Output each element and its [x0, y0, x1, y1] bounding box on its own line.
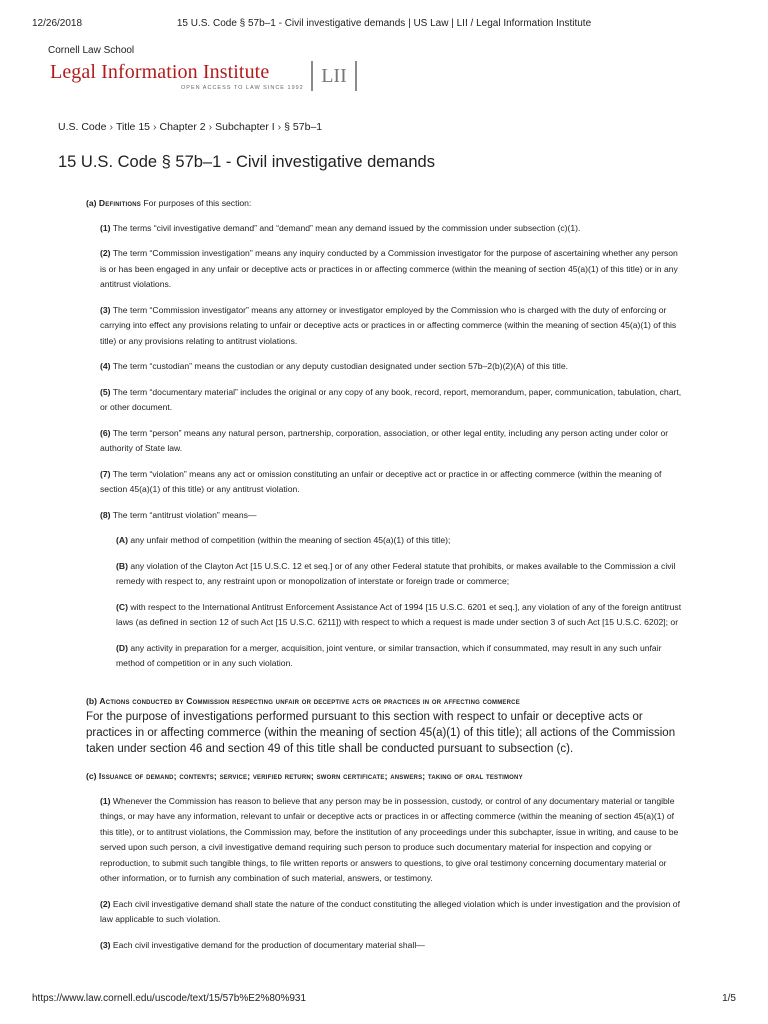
breadcrumb-section[interactable]: § 57b–1	[284, 121, 323, 133]
paragraph-num: (1)	[100, 222, 111, 233]
section-b-text: For the purpose of investigations performed pursuant to this section with respect to unfair or deceptive acts or practices in or affecting commerce (within the meaning of section 45(a)(1) of this title); all actions of the Commission taken under section 46 and section 49 of this title shall be conducted pursuant to subsection (c).	[86, 711, 676, 755]
page-title: 15 U.S. Code § 57b–1 - Civil investigative demands	[58, 153, 435, 171]
subparagraph-text: any violation of the Clayton Act [15 U.S.C. 12 et seq.] or of any other Federal statute that prohibits, or makes available to the Commission a civil remedy with respect to, any restraint upon or monopolization of interstate or foreign trade or commerce;	[116, 560, 676, 586]
section-label: (a)	[86, 198, 97, 208]
paragraph-text: Whenever the Commission has reason to believe that any person may be in possession, custody, or control of any documentary material or tangible things, or may have any information, relevant to unfair or deceptive acts or practices in or affecting commerce (within the meaning of section 45(a)(1) of this title), or to antitrust violations, the Commission may, before the institution of any proceedings under this subchapter, issue in writing, and cause to be served upon such person, a civil investigative demand requiring such person to produce such documentary material for inspection and copying or reproduction, to submit such tangible things, to file written reports or answers to questions, to give oral testimony concerning documentary material or other information, or to furnish any combination of such material, answers, or testimony.	[100, 795, 679, 883]
breadcrumb-separator: ›	[208, 121, 213, 133]
paragraph-text: The terms “civil investigative demand” and “demand” mean any demand issued by the commission under subsection (c)(1).	[110, 222, 581, 233]
subparagraph-num: (A)	[116, 535, 128, 545]
subparagraph-a8b	[116, 559, 686, 590]
breadcrumb-chapter-2[interactable]: Chapter 2	[159, 121, 206, 133]
section-heading: Actions conducted by Commission respecting unfair or deceptive acts or practices in or affecting commerce	[99, 695, 520, 706]
paragraph-a7	[100, 467, 686, 498]
paragraph-text: The term “antitrust violation” means—	[110, 509, 257, 520]
paragraph-a2	[100, 246, 686, 293]
print-url: https://www.law.cornell.edu/uscode/text/15/57b%E2%80%931	[32, 993, 307, 1004]
subparagraph-text: any unfair method of competition (within the meaning of section 45(a)(1) of this title);	[127, 535, 451, 545]
site-logo-name: Legal Information Institute	[50, 61, 270, 83]
paragraph-num: (6)	[100, 427, 111, 438]
paragraph-num: (4)	[100, 361, 111, 371]
paragraph-num: (3)	[100, 939, 111, 950]
paragraph-text: The term “Commission investigation” means any inquiry conducted by a Commission investigator for the purpose of ascertaining whether any person is or has been engaged in any unfair or deceptive acts or practices in or affecting commerce (within the meaning of section 45(a)(1) of this title) or in any antitrust violations.	[100, 248, 678, 289]
paragraph-a4	[100, 359, 686, 375]
subparagraph-num: (D)	[116, 642, 128, 653]
paragraph-text: The term “custodian” means the custodian or any deputy custodian designated under section 57b–2(b)(2)(A) of this title.	[110, 361, 568, 371]
paragraph-a3	[100, 303, 686, 350]
print-page-number: 1/5	[722, 993, 736, 1004]
paragraph-a6	[100, 426, 686, 457]
paragraph-text: The term “Commission investigator” means any attorney or investigator employed by the Commission who is charged with the duty of enforcing or carrying into effect any provisions relating to unfair or deceptive acts or practices in or affecting commerce (within the meaning of section 45(a)(1) of this title) or any provisions relating to antitrust violations.	[100, 304, 677, 346]
paragraph-text: Each civil investigative demand shall state the nature of the conduct constituting the alleged violation which is under investigation and the provision of law applicable to such violation.	[100, 898, 680, 924]
paragraph-num: (1)	[100, 795, 111, 806]
paragraph-text: The term “documentary material” includes the original or any copy of any book, record, report, memorandum, paper, communication, tabulation, chart, or other document.	[100, 386, 682, 412]
paragraph-num: (2)	[100, 898, 111, 909]
section-c-heading	[86, 769, 686, 785]
breadcrumb	[58, 121, 322, 133]
section-a-heading	[86, 196, 686, 212]
site-branding[interactable]	[48, 45, 378, 100]
subparagraph-text: any activity in preparation for a merger, acquisition, joint venture, or similar transaction, which if consummated, may result in any such unfair method of competition or in any such violation.	[116, 642, 662, 668]
paragraph-c3	[100, 938, 686, 954]
breadcrumb-separator: ›	[277, 121, 282, 133]
breadcrumb-separator: ›	[109, 121, 113, 133]
lii-logo-icon: LII	[311, 61, 357, 91]
spacer	[86, 682, 686, 694]
statute-text	[86, 196, 686, 963]
paragraph-a8	[100, 508, 686, 524]
breadcrumb-separator: ›	[153, 121, 157, 133]
site-tagline: OPEN ACCESS TO LAW SINCE 1992	[181, 85, 304, 91]
paragraph-a1	[100, 221, 686, 237]
subparagraph-a8d	[116, 641, 686, 672]
paragraph-num: (2)	[100, 248, 111, 258]
section-heading: Issuance of demand; contents; service; verified return; sworn certificate; answers; taking of oral testimony	[98, 771, 523, 781]
breadcrumb-us-code[interactable]: U.S. Code	[58, 121, 107, 133]
print-footer	[32, 993, 736, 1007]
paragraph-num: (3)	[100, 304, 111, 315]
paragraph-num: (5)	[100, 386, 111, 397]
breadcrumb-subchapter-i[interactable]: Subchapter I	[215, 121, 275, 133]
subparagraph-num: (B)	[116, 560, 128, 571]
print-date: 12/26/2018	[32, 18, 83, 29]
paragraph-num: (8)	[100, 509, 111, 520]
breadcrumb-title-15[interactable]: Title 15	[115, 121, 150, 133]
section-b-heading	[86, 694, 686, 710]
paragraph-c2	[100, 897, 686, 928]
subparagraph-a8a	[116, 533, 686, 549]
print-title: 15 U.S. Code § 57b–1 - Civil investigative demands | US Law | LII / Legal Information Institute	[176, 18, 592, 29]
section-intro: For purposes of this section:	[140, 198, 252, 208]
paragraph-a5	[100, 385, 686, 416]
paragraph-text: The term “violation” means any act or omission constituting an unfair or deceptive act or practice in or affecting commerce (within the meaning of section 45(a)(1) of this title) or any antitrust violation.	[100, 468, 662, 494]
section-label: (c)	[86, 771, 97, 781]
school-name: Cornell Law School	[48, 45, 135, 56]
paragraph-text: The term “person” means any natural person, partnership, corporation, association, or other legal entity, including any person acting under color or authority of State law.	[100, 427, 669, 453]
paragraph-text: Each civil investigative demand for the production of documentary material shall—	[110, 939, 425, 950]
subparagraph-num: (C)	[116, 601, 128, 612]
subparagraph-text: with respect to the International Antitrust Enforcement Assistance Act of 1994 [15 U.S.C. 6201 et seq.], any violation of any of the foreign antitrust laws (as defined in section 12 of such Act [15 U.S.C. 6211]) with respect to which a request is made under section 3 of such Act [15 U.S.C. 6202]; or	[116, 601, 682, 627]
subparagraph-a8c	[116, 600, 686, 631]
print-header	[32, 18, 736, 32]
section-heading: Definitions	[98, 198, 141, 208]
paragraph-num: (7)	[100, 468, 111, 479]
section-label: (b)	[86, 695, 97, 706]
paragraph-c1	[100, 794, 686, 887]
